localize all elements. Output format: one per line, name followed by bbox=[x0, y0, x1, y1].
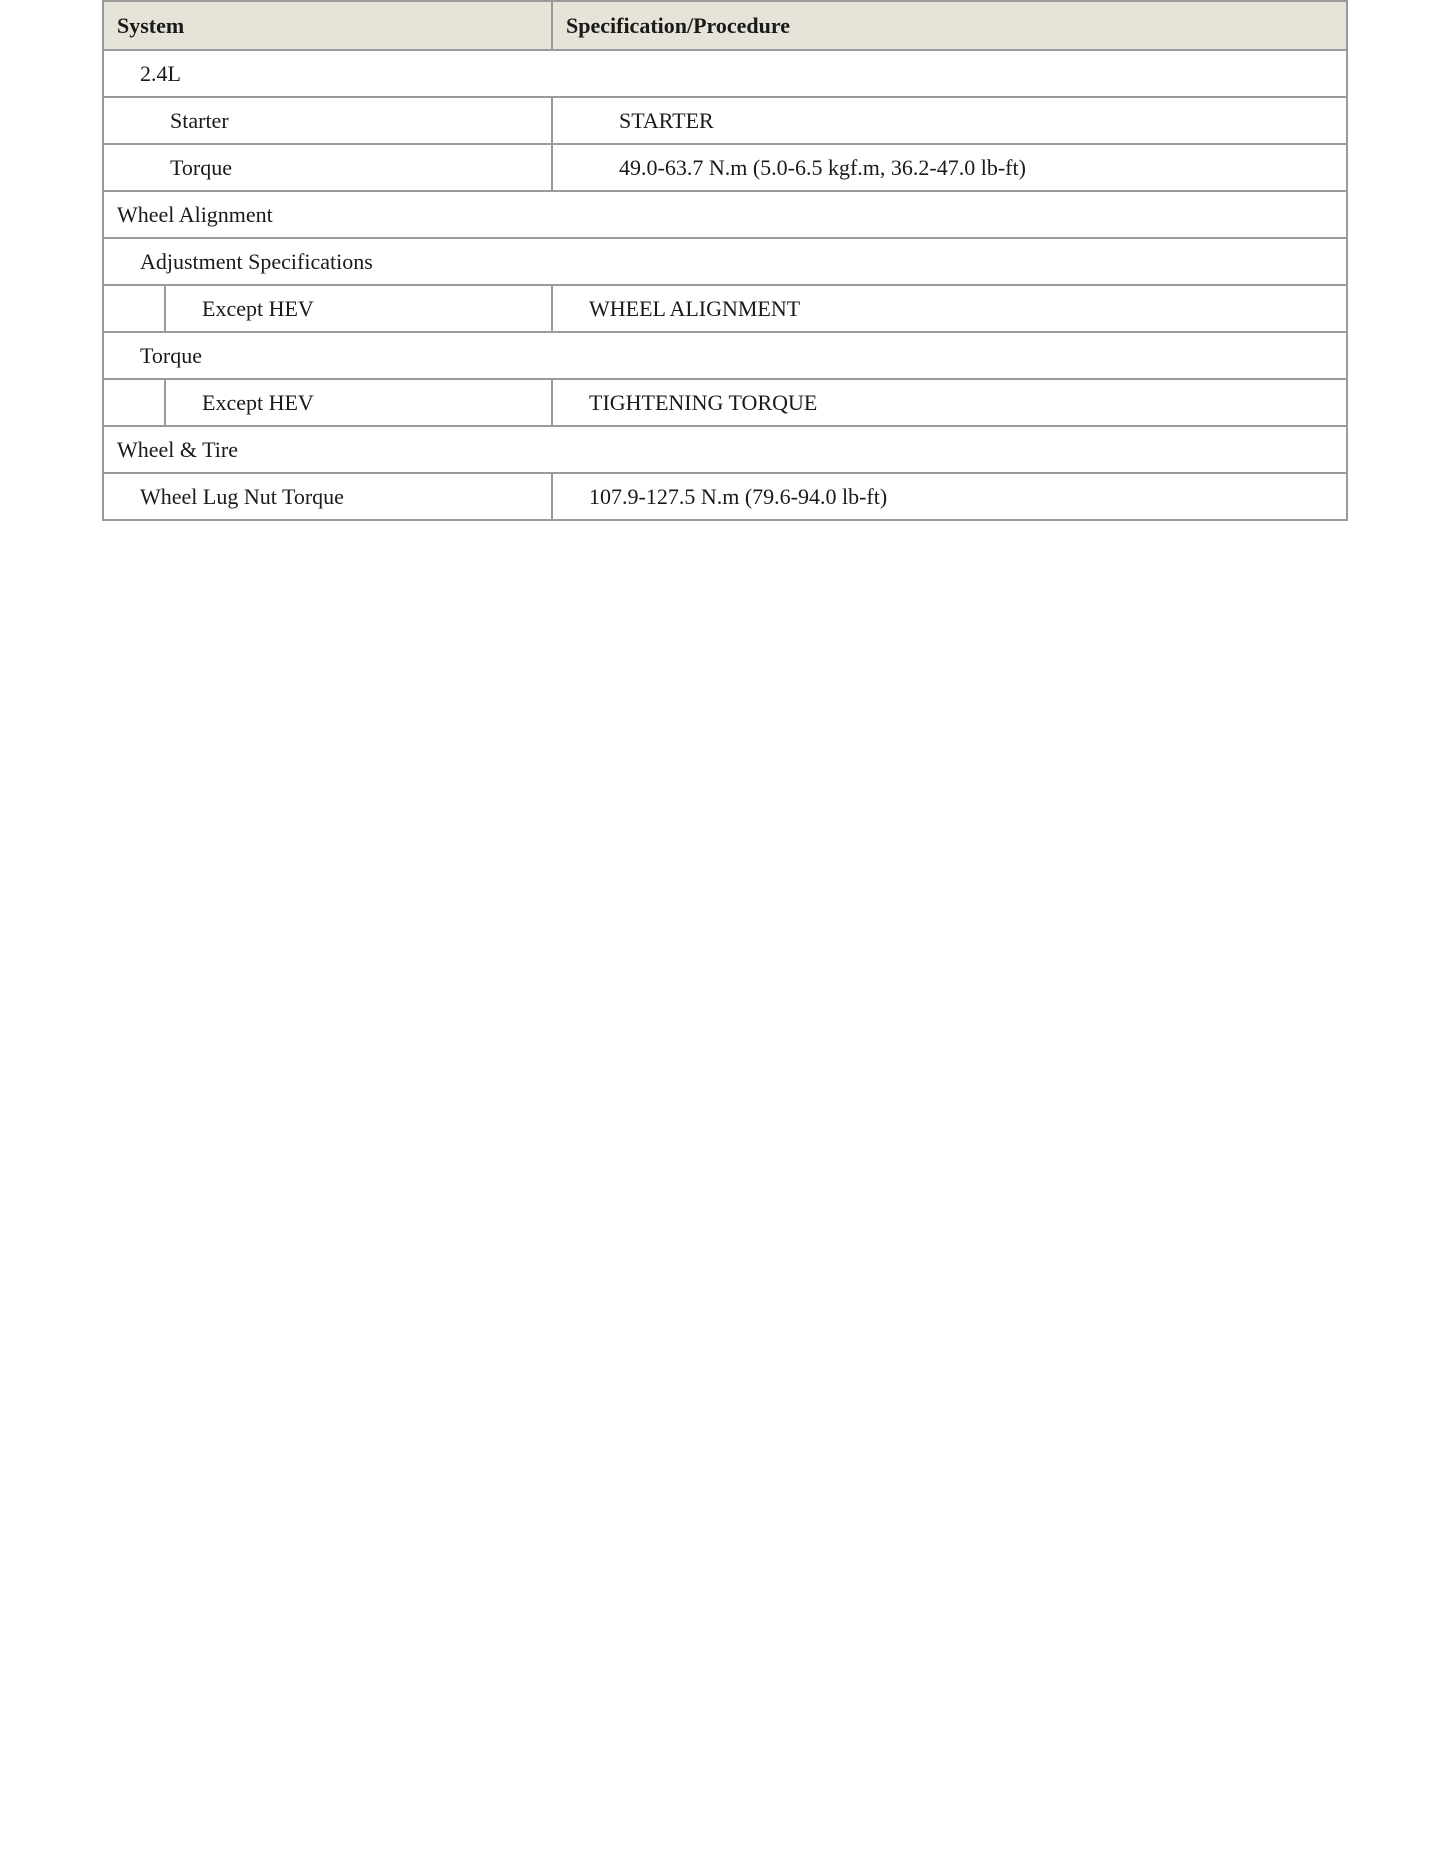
table-header-row bbox=[103, 1, 1347, 50]
row-engine-2-4l: 2.4L bbox=[103, 50, 1347, 97]
indent-spacer-cell bbox=[103, 379, 165, 426]
table-row bbox=[103, 191, 1347, 238]
table-row bbox=[103, 426, 1347, 473]
tightening-torque-link[interactable]: TIGHTENING TORQUE bbox=[552, 379, 1347, 426]
lug-nut-torque-value: 107.9-127.5 N.m (79.6-94.0 lb-ft) bbox=[552, 473, 1347, 520]
indent-spacer-cell bbox=[103, 285, 165, 332]
table-row bbox=[103, 332, 1347, 379]
row-wheel-alignment: Wheel Alignment bbox=[103, 191, 1347, 238]
table-row bbox=[103, 97, 1347, 144]
header-system: System bbox=[103, 1, 552, 50]
table-row bbox=[103, 238, 1347, 285]
table-row bbox=[103, 285, 1347, 332]
row-lug-nut-torque-label: Wheel Lug Nut Torque bbox=[103, 473, 552, 520]
starter-torque-value: 49.0-63.7 N.m (5.0-6.5 kgf.m, 36.2-47.0 lb-ft) bbox=[552, 144, 1347, 191]
row-starter-label: Starter bbox=[103, 97, 552, 144]
specification-table bbox=[102, 0, 1348, 521]
header-specification-procedure: Specification/Procedure bbox=[552, 1, 1347, 50]
table-row bbox=[103, 50, 1347, 97]
row-wheel-tire: Wheel & Tire bbox=[103, 426, 1347, 473]
table-row bbox=[103, 473, 1347, 520]
row-torque-except-hev-label: Except HEV bbox=[165, 379, 552, 426]
row-alignment-except-hev-label: Except HEV bbox=[165, 285, 552, 332]
row-adjustment-specifications: Adjustment Specifications bbox=[103, 238, 1347, 285]
wheel-alignment-link[interactable]: WHEEL ALIGNMENT bbox=[552, 285, 1347, 332]
row-alignment-torque: Torque bbox=[103, 332, 1347, 379]
starter-link[interactable]: STARTER bbox=[552, 97, 1347, 144]
row-starter-torque-label: Torque bbox=[103, 144, 552, 191]
table-row bbox=[103, 379, 1347, 426]
table-row bbox=[103, 144, 1347, 191]
